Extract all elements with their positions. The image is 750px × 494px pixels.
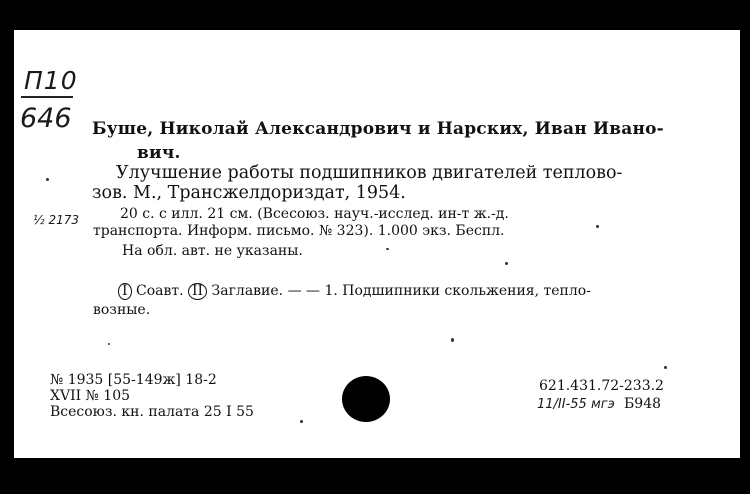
tracings-line-1 (118, 283, 591, 300)
tracing-text-2: Заглавие. — — 1. Подшипники скольжения, тепло- (211, 283, 591, 299)
speck (46, 178, 49, 181)
speck (451, 338, 454, 342)
speck (108, 343, 110, 345)
speck (596, 225, 599, 228)
author-heading-cont: вич. (137, 143, 181, 163)
title-line-1: Улучшение работы подшипников двигателей теплово- (116, 163, 623, 183)
author-heading: Буше, Николай Александрович и Нарских, Иван Ивано- (92, 119, 664, 139)
description-line-1: 20 с. с илл. 21 см. (Всесоюз. науч.-исслед. ин-т ж.-д. (120, 206, 509, 222)
tracing-number-2: II (188, 283, 207, 300)
speck (386, 248, 389, 250)
speck (664, 366, 667, 369)
call-number-rule (21, 96, 73, 98)
tracings-line-2: возные. (93, 302, 151, 318)
tracing-number-1: I (118, 283, 132, 300)
note-line: На обл. авт. не указаны. (122, 243, 303, 259)
footer-left-line-2: XVII № 105 (50, 388, 131, 404)
call-number-bottom: 646 (20, 103, 72, 134)
card-code: Б948 (624, 396, 662, 412)
tracing-text-1: Соавт. (135, 283, 184, 299)
handwritten-date: 11/II-55 мгэ (537, 397, 615, 412)
footer-left-line-3: Всесоюз. кн. палата 25 I 55 (50, 404, 254, 420)
description-line-2: транспорта. Информ. письмо. № 323). 1.000 экз. Беспл. (93, 223, 505, 239)
title-line-2: зов. М., Трансжелдориздат, 1954. (92, 183, 406, 203)
call-number-top: П10 (24, 66, 78, 95)
footer-left-line-1: № 1935 [55-149ж] 18-2 (50, 372, 217, 388)
margin-note: ½ 2173 (33, 213, 79, 227)
classification-number: 621.431.72-233.2 (539, 378, 664, 394)
punch-hole (342, 376, 390, 422)
speck (505, 262, 508, 265)
speck (300, 420, 303, 423)
